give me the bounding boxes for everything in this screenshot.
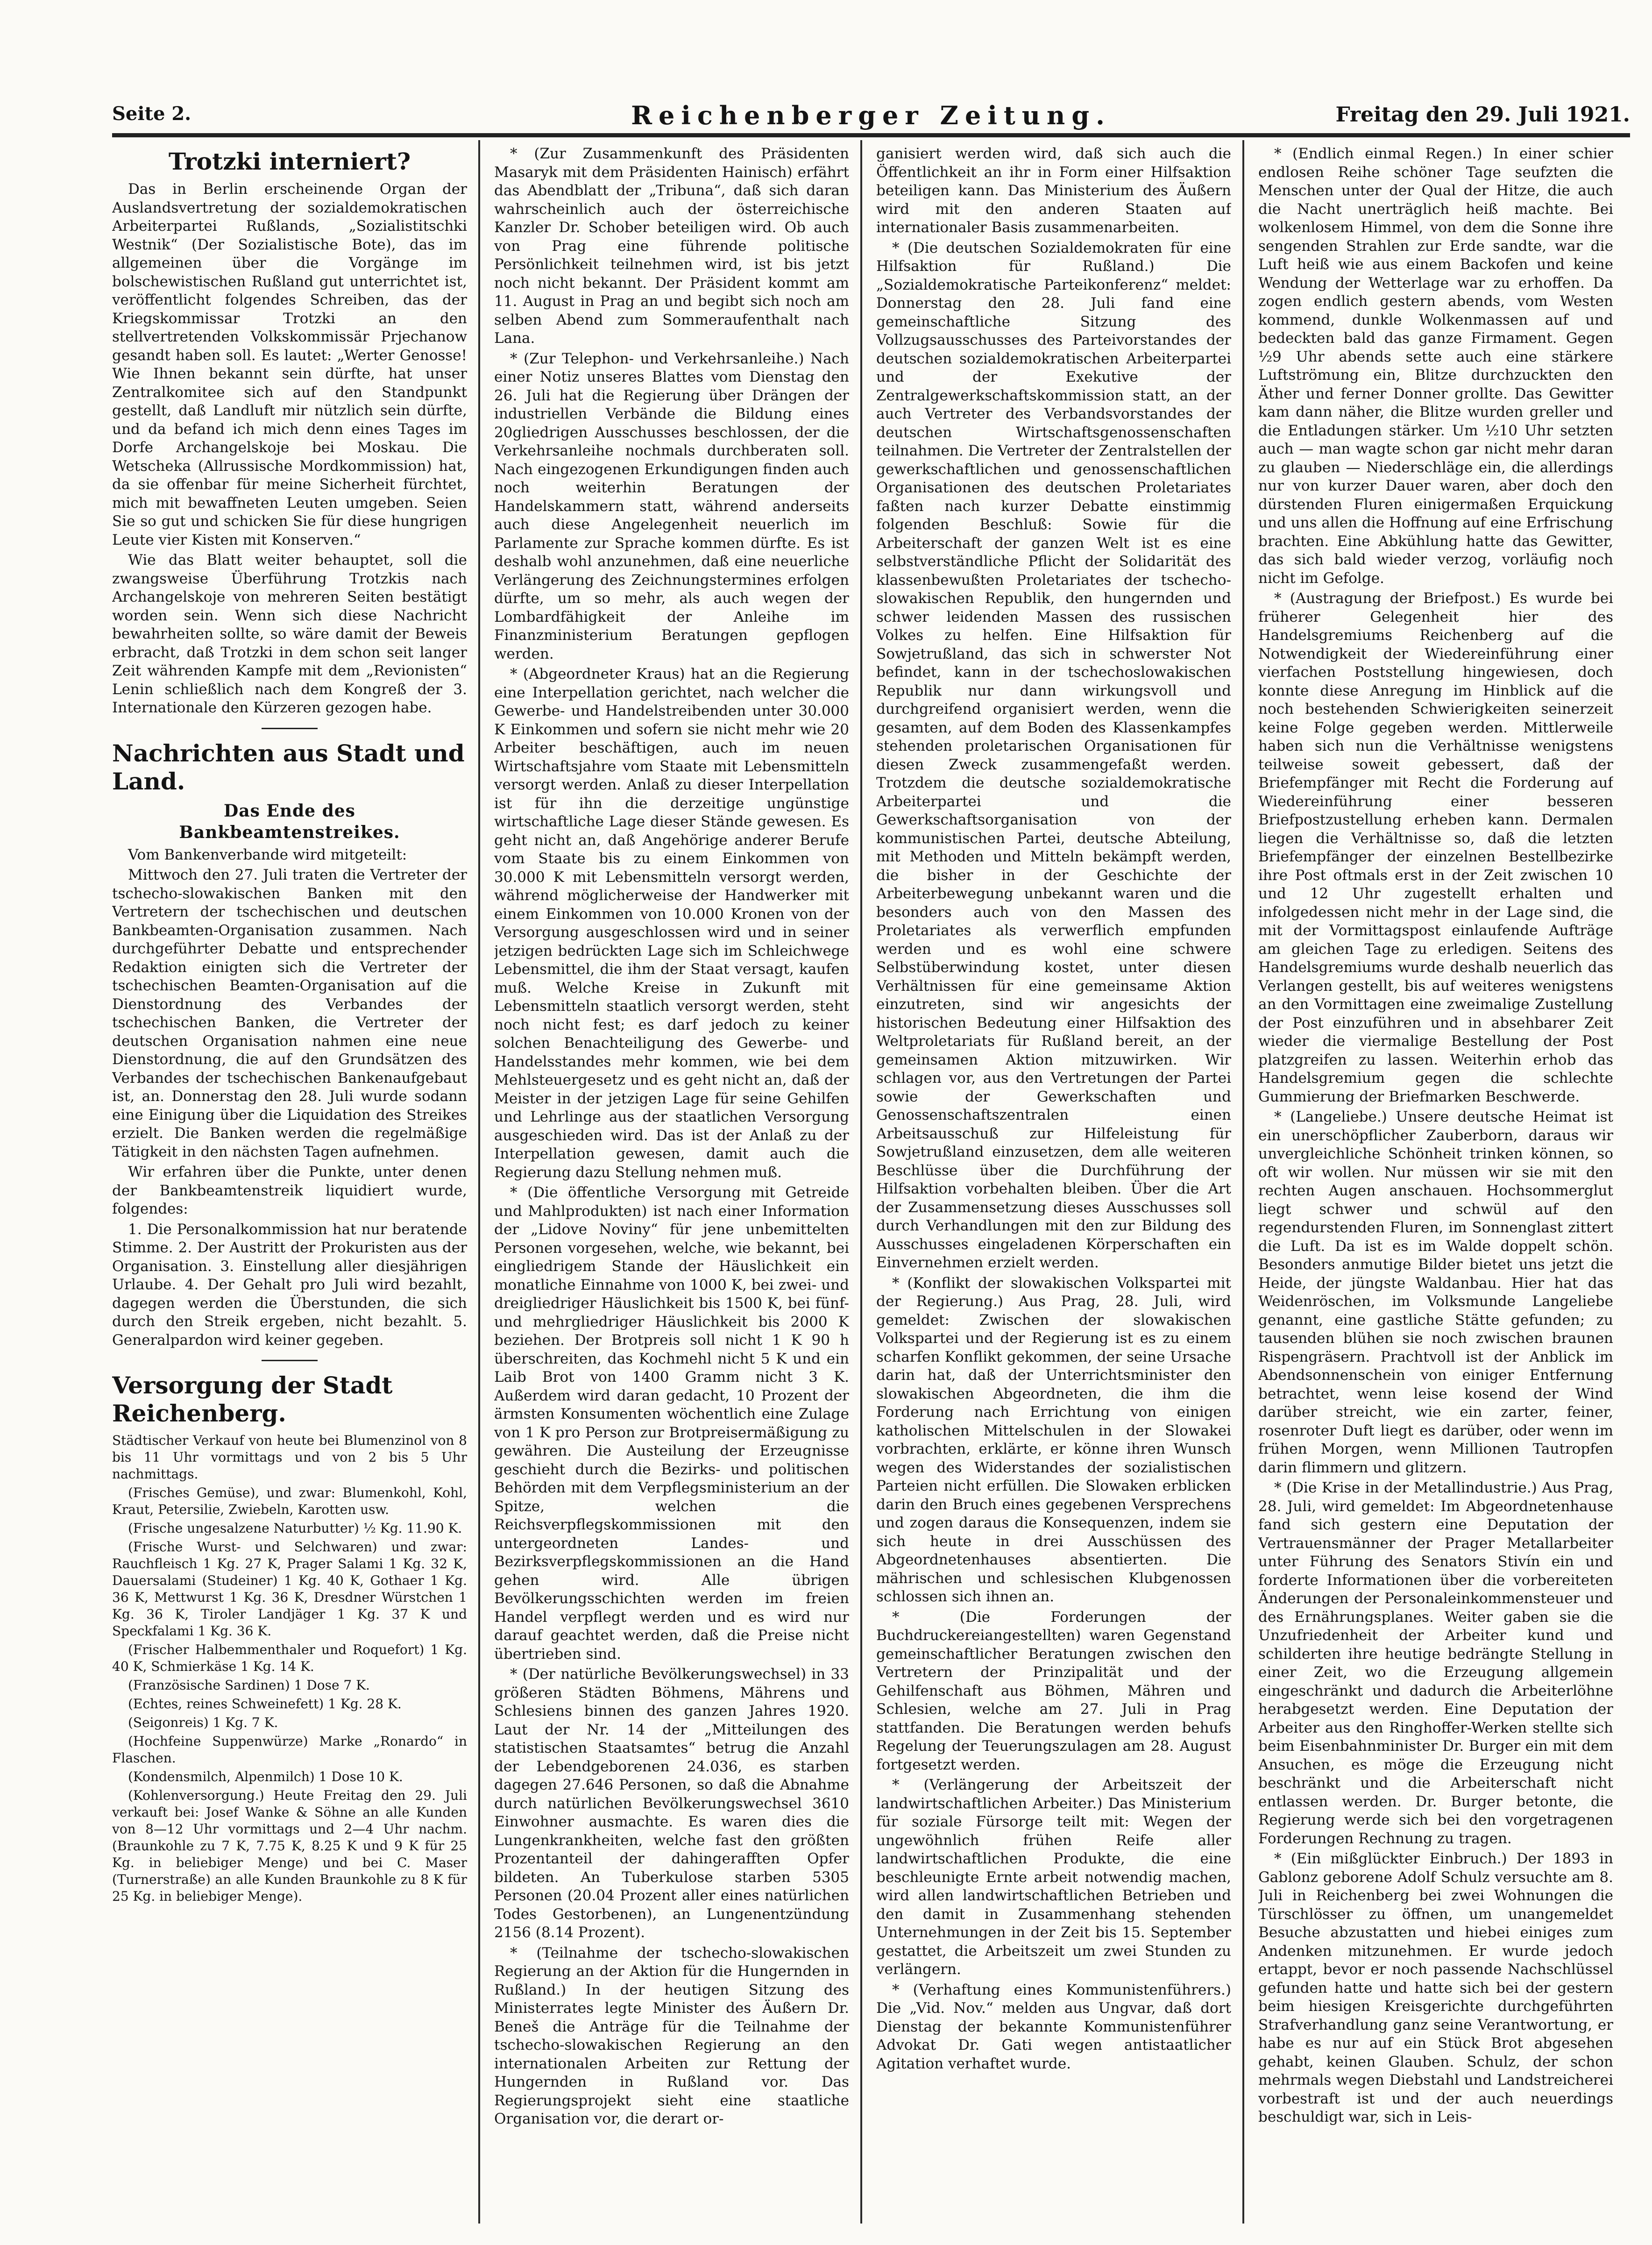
page-number: Seite 2. [112, 103, 191, 125]
column-2 [494, 145, 849, 2219]
supply-item: (Echtes, reines Schweinefett) 1 Kg. 28 K. [128, 1696, 402, 1712]
news-item: * (Abgeordneter Kraus) hat an die Regierung eine Interpellation gerichtet, nach welcher die Gewerbe- und Handelstreibenden unter 30.000 K Einkommen und sofern sie nicht mehr wie 20 Arbeiter beschäftigen, auch im neuen Wirtschaftsjahre vom Staate mit Lebensmitteln versorgt werden. Anlaß zu dieser Interpellation ist für ihn die derzeitige ungünstige wirtschaftliche Lage dieser Stände gewesen. Es geht nicht an, daß Angehörige anderer Berufe vom Staate bis zu einem Einkommen von 30.000 K mit Lebensmitteln versorgt werden, während möglicherweise der Handwerker mit einem Einkommen von 10.000 Kronen von der Versorgung ausgeschlossen wird und in seiner jetzigen bedrückten Lage sich im Schleichwege Lebensmittel, die ihm der Staat versagt, kaufen muß. Welche Kreise in Zukunft mit Lebensmitteln staatlich versorgt werden, steht noch nicht fest; es darf jedoch zu keiner solchen Benachteiligung des Gewerbe- und Handelsstandes mehr kommen, wie bei dem Mehlsteuergesetz und es geht nicht an, daß der Meister in der jetzigen Lage für seine Gehilfen und Lehrlinge aus der staatlichen Versorgung ausgeschieden wird. Das ist der Anlaß zu der Interpellation gewesen, damit auch die Regierung dazu Stellung nehmen muß. [494, 666, 849, 1181]
supply-item: (Seigonreis) 1 Kg. 7 K. [128, 1715, 278, 1730]
news-item: * (Austragung der Briefpost.) Es wurde bei früherer Gelegenheit hier des Handelsgremiums Reichenberg auf die Notwendigkeit der Wiedereinführung einer vierfachen Poststellung hingewiesen, doch konnte diese Anregung im Hinblick auf die noch bestehenden Schwierigkeiten seinerzeit keine Folge gegeben werden. Mittlerweile haben sich nun die Verhältnisse wenigstens teilweise soweit gebessert, daß der Briefempfänger mit Recht die Forderung auf Wiedereinführung einer besseren Briefpostzustellung erheben kann. Dermalen liegen die Verhältnisse so, daß die letzten Briefempfänger der einzelnen Bestellbezirke ihre Post oftmals erst in der Zeit zwischen 10 und 12 Uhr zugestellt erhalten und infolgedessen nicht mehr in der Lage sind, die mit der Vormittagspost einlaufende Aufträge am gleichen Tage zu erledigen. Seitens des Handelsgremiums wurde deshalb neuerlich das Verlangen gestellt, bis auf weiteres wenigstens an den Vormittagen eine zweimalige Zustellung der Post einzuführen und in absehbarer Zeit wieder die viermalige Bestellung der Post platzgreifen zu lassen. Weiterhin erhob das Handelsgremium gegen die schlechte Gummierung der Briefmarken Beschwerde. [1258, 590, 1613, 1105]
article-title-trotzki: Trotzki interniert? [168, 148, 411, 175]
news-item: * (Endlich einmal Regen.) In einer schier endlosen Reihe schöner Tage seufzten die Menschen unter der Qual der Hitze, die auch die Nacht unerträglich heiß machte. Bei wolkenlosem Himmel, von dem die Sonne ihre sengenden Strahlen zur Erde sandte, war die Luft heiß wie aus einem Backofen und keine Wendung der Wetterlage war zu erhoffen. Da zogen endlich gestern abends, vom Westen kommend, dunkle Wolkenmassen auf und bedeckten bald das ganze Firmament. Gegen ½9 Uhr abends sette auch eine stärkere Luftströmung ein, Blitze durchzuckten den Äther und ferner Donner grollte. Das Gewitter kam dann näher, die Blitze wurden greller und die Entladungen stärker. Um ½10 Uhr setzten auch — man wagte schon gar nicht mehr daran zu glauben — Niederschläge ein, die allerdings nur von kurzer Dauer waren, aber doch den dürstenden Fluren einigermaßen Erquickung und uns allen die Hoffnung auf eine Erfrischung brachten. Eine Abkühlung hatte das Gewitter, das sich bald wieder verzog, vorläufig noch nicht im Gefolge. [1258, 145, 1613, 587]
news-item: * (Verlängerung der Arbeitszeit der landwirtschaftlichen Arbeiter.) Das Ministerium für soziale Fürsorge teilt mit: Wegen der ungewöhnlich frühen Reife aller landwirtschaftlichen Produkte, die eine beschleunigte Ernte arbeit notwendig machen, wird allen landwirtschaftlichen Betrieben und den damit in Zusammenhang stehenden Unternehmungen in der Zeit bis 15. September gestattet, die Arbeitszeit um zwei Stunden zu verlängern. [876, 1776, 1231, 1978]
news-item: * (Zur Zusammenkunft des Präsidenten Masaryk mit dem Präsidenten Hainisch) erfährt das Abendblatt der „Tribuna“, daß sich daran wahrscheinlich auch der österreichische Kanzler Dr. Schober beteiligen wird. Ob auch von Prag eine führende politische Persönlichkeit teilnehmen wird, ist bis jetzt noch nicht bekannt. Der Präsident kommt am 11. August in Prag an und begibt sich noch am selben Abend zum Sommeraufenthalt nach Lana. [494, 145, 849, 347]
column-1 [112, 145, 467, 2219]
news-item: * (Langeliebe.) Unsere deutsche Heimat ist ein unerschöpflicher Zauberborn, daraus wir unvergleichliche Schönheit trinken können, so oft wir wollen. Nur müssen wir sie mit den rechten Augen anschauen. Hochsommerglut liegt schwer und schwül auf den regendurstenden Fluren, im Sonnenglast zittert die Luft. Da ist es im Walde doppelt schön. Besonders anmutige Bilder bietet uns jetzt die Heide, der jüngste Waldanbau. Hier hat das Weidenröschen, im Volksmunde Langeliebe genannt, eine gastliche Stätte gefunden; zu tausenden blühen sie noch zwischen braunen Rispengräsern. Prachtvoll ist der Anblick im Abendsonnenschein von einiger Entfernung betrachtet, wenn leise kosend der Wind darüber streicht, wie ein zarter, feiner, rosenroter Duft liegt es darüber, oder wenn im frühen Morgen, wenn Millionen Tautropfen darin flimmern und glitzern. [1258, 1108, 1613, 1476]
supply-item: (Hochfeine Suppenwürze) Marke „Ronardo“ in Flaschen. [112, 1733, 467, 1766]
supply-item: (Frischer Halbemmenthaler und Roquefort) 1 Kg. 40 K, Schmierkäse 1 Kg. 14 K. [112, 1642, 467, 1674]
supply-item: (Kondensmilch, Alpenmilch) 1 Dose 10 K. [128, 1769, 403, 1784]
column-divider [860, 140, 862, 2224]
news-item: * (Ein mißglückter Einbruch.) Der 1893 in Gablonz geborene Adolf Schulz versuchte am 8. Juli in Reichenberg bei zwei Wohnungen die Türschlösser zu öffnen, um unangemeldet Besuche abzustatten und hiebei einiges zum Andenken mitzunehmen. Er wurde jedoch ertappt, bevor er noch passende Nachschlüssel gefunden hatte und hatte sich bei der gestern beim hiesigen Kreisgerichte durchgeführten Strafverhandlung ganz seine Verantwortung, er habe es nur auf ein Stück Brot abgesehen gehabt, keinen Glauben. Schulz, der schon mehrmals wegen Diebstahl und Landstreicherei vorbestraft ist und der auch neuerdings beschuldigt war, sich in Leis- [1258, 1850, 1613, 2125]
issue-date: Freitag den 29. Juli 1921. [1335, 103, 1630, 127]
article-paragraph: Das in Berlin erscheinende Organ der Auslandsvertretung der sozialdemokratischen Arbeiterpartei Rußlands, „Sozialistitschki Westnik“ (Der Sozialistische Bote), das im allgemeinen über die Vorgänge im bolschewistischen Rußland gut unterrichtet ist, veröffentlicht folgendes Schreiben, das der Kriegskommissar Trotzki an den stellvertretenden Volkskommissär Prjechanow gesandt haben soll. Es lautet: „Werter Genosse! Wie Ihnen bekannt sein dürfte, hat unser Zentralkomitee sich auf den Standpunkt gestellt, daß Landluft mir nützlich sein dürfte, und da befand ich mich denn eines Tages im Dorfe Archangelskoje bei Moskau. Die Wetscheka (Allrussische Mordkommission) hat, da sie offenbar für meine Sicherheit fürchtet, mich mit bewaffneten Leuten umgeben. Seien Sie so gut und schicken Sie für diese hungrigen Leute vier Kisten mit Konserven.“ [112, 181, 467, 548]
column-divider [1242, 140, 1244, 2224]
news-item: * (Der natürliche Bevölkerungswechsel) in 33 größeren Städten Böhmens, Mährens und Schlesiens binnen des ganzen Jahres 1920. Laut der Nr. 14 der „Mitteilungen des statistischen Staatsamtes“ betrug die Anzahl der Lebendgeborenen 24.036, es starben dagegen 27.646 Personen, so daß die Abnahme durch natürlichen Bevölkerungswechsel 3610 Einwohner ausmachte. Es waren dies die Lungenkrankheiten, welche fast den größten Prozentanteil der dahingerafften Opfer bildeten. An Tuberkulose starben 5305 Personen (20.04 Prozent aller eines natürlichen Todes Gestorbenen), an Lungenentzündung 2156 (8.14 Prozent). [494, 1666, 849, 1941]
news-item: * (Konflikt der slowakischen Volkspartei mit der Regierung.) Aus Prag, 28. Juli, wird gemeldet: Zwischen der slowakischen Volkspartei und der Regierung ist es zu einem scharfen Konflikt gekommen, der seine Ursache darin hat, daß der Unterrichtsminister den slowakischen Abgeordneten, die ihm die Forderung nach Errichtung von einigen katholischen Mittelschulen in der Slowakei vorbrachten, erklärte, er könne ihren Wunsch wegen des Widerstandes der sozialistischen Parteien nicht erfüllen. Die Slowaken erblicken darin den Bruch eines gegebenen Versprechens und zogen daraus die Konsequenzen, indem sie sich heute in drei Ausschüssen des Abgeordnetenhauses absentierten. Die mährischen und schlesischen Klubgenossen schlossen sich ihnen an. [876, 1274, 1231, 1605]
news-item: * (Verhaftung eines Kommunistenführers.) Die „Vid. Nov.“ melden aus Ungvar, daß dort Dienstag der bekannte Kommunistenführer Advokat Dr. Gati wegen antistaatlicher Agitation verhaftet wurde. [876, 1981, 1231, 2072]
news-item: * (Teilnahme der tschecho-slowakischen Regierung an der Aktion für die Hungernden in Rußland.) In der heutigen Sitzung des Ministerrates legte Minister des Äußern Dr. Beneš die Anträge für die Teilnahme der tschecho-slowakischen Regierung an den internationalen Arbeiten zur Rettung der Hungernden in Rußland vor. Das Regierungsprojekt sieht eine staatliche Organisation vor, die derart or- [494, 1944, 849, 2127]
news-item: * (Die Krise in der Metallindustrie.) Aus Prag, 28. Juli, wird gemeldet: Im Abgeordnetenhause fand sich gestern eine Deputation der Vertrauensmänner der Prager Metallarbeiter unter Führung des Senators Stivín ein und forderte Informationen über die vorbereiteten Änderungen der Personaleinkommensteuer und des Ernährungsplanes. Weiter gaben sie die Unzufriedenheit der Arbeiter kund und schilderten ihre heutige bedrängte Stellung in einer Zeit, wo die Erzeugung allgemein eingeschränkt und dadurch die Arbeiterlöhne herabgesetzt werden. Eine Deputation der Arbeiter aus den Ringhoffer-Werken stellte sich beim Eisenbahnminister Dr. Burger ein mit dem Ansuchen, es möge die Erzeugung nicht beschränkt und die Arbeiterschaft nicht entlassen werden. Dr. Burger betonte, die Regierung werde sich bei den vorgetragenen Forderungen Rechnung zu tragen. [1258, 1479, 1613, 1847]
supply-item: (Kohlenversorgung.) Heute Freitag den 29. Juli verkauft bei: Josef Wanke & Söhne an alle Kunden von 8—12 Uhr vormittags und 2—4 Uhr nachm. (Braunkohle zu 7 K, 7.75 K, 8.25 K und 9 K für 25 Kg. in beliebiger Menge) und bei C. Maser (Turnerstraße) an alle Kunden Braunkohle zu 8 K für 25 Kg. in beliebiger Menge). [112, 1788, 467, 1904]
article-paragraph: Mittwoch den 27. Juli traten die Vertreter der tschecho-slowakischen Banken mit den Vertretern der tschechischen und deutschen Bankbeamten-Organisation zusammen. Nach durchgeführter Debatte und entsprechender Redaktion einigten sich die Vertreter der tschechischen Beamten-Organisation auf die Dienstordnung des Verbandes der tschechischen Banken, die Vertreter der deutschen Organisation nahmen eine neue Dienstordnung, die auf den Grundsätzen des Verbandes der tschechischen Bankenaufgebaut ist, an. Donnerstag den 28. Juli wurde sodann eine Einigung über die Liquidation des Streikes erzielt. Die Banken werden die regelmäßige Tätigkeit in den nächsten Tagen aufnehmen. [112, 867, 467, 1160]
article-paragraph: Wir erfahren über die Punkte, unter denen der Bankbeamtenstreik liquidiert wurde, folgendes: [112, 1164, 467, 1217]
supply-intro: Städtischer Verkauf von heute bei Blumenzinol von 8 bis 11 Uhr vormittags und von 2 bis 5 Uhr nachmittags. [112, 1433, 467, 1482]
supply-item: (Französische Sardinen) 1 Dose 7 K. [128, 1677, 370, 1693]
separator-line [262, 1360, 318, 1361]
page-header [112, 100, 1630, 133]
news-item: ganisiert werden wird, daß sich auch die Öffentlichkeit an ihr in Form einer Hilfsaktion beteiligen kann. Das Ministerium des Äußern wird mit den anderen Staaten auf internationaler Basis zusammenarbeiten. [876, 145, 1231, 236]
masthead: Reichenberger Zeitung. [631, 100, 1111, 130]
section-title-supply: Versorgung der Stadt Reichenberg. [112, 1371, 393, 1427]
article-paragraph: Wie das Blatt weiter behauptet, soll die zwangsweise Überführung Trotzkis nach Archangelskoje von mehreren Seiten bestätigt worden sein. Wenn sich diese Nachricht bewahrheiten sollte, so wäre damit der Beweis erbracht, daß Trotzki in dem schon seit langer Zeit währenden Kampfe mit dem „Revionisten“ Lenin schließlich nach dem Kongreß der 3. Internationale den Kürzeren gezogen habe. [112, 552, 467, 716]
supply-item: (Frische Wurst- und Selchwaren) und zwar: Rauchfleisch 1 Kg. 27 K, Prager Salami 1 Kg. 32 K, Dauersalami (Studeiner) 1 Kg. 40 K, Gothaer 1 Kg. 36 K, Mettwurst 1 Kg. 36 K, Dresdner Würstchen 1 Kg. 36 K, Tiroler Landjäger 1 Kg. 37 K und Speckfalami 1 Kg. 36 K. [112, 1539, 467, 1639]
news-item: * (Die deutschen Sozialdemokraten für eine Hilfsaktion für Rußland.) Die „Sozialdemokratische Parteikonferenz“ meldet: Donnerstag den 28. Juli fand eine gemeinschaftliche Sitzung des Vollzugsausschusses des Parteivorstandes der deutschen sozialdemokratischen Arbeiterpartei und der Exekutive der Zentralgewerkschaftskommission statt, an der auch Vertreter des Verbandsvorstandes der deutschen Wirtschaftsgenossenschaften teilnahmen. Die Vertreter der Zentralstellen der gewerkschaftlichen und genossenschaftlichen Organisationen des deutschen Proletariates faßten nach kurzer Debatte einstimmig folgenden Beschluß: Sowie für die Arbeiterschaft der ganzen Welt ist es eine selbstverständliche Pflicht der Solidarität des klassenbewußten Proletariates der tschecho-slowakischen Republik, den hungernden und schwer leidenden Massen des russischen Volkes zu helfen. Eine Hilfsaktion für Sowjetrußland, das sich in schwerster Not befindet, kann in der tschechoslowakischen Republik nur dann wirkungsvoll und durchgreifend organisiert werden, wenn die gesamten, auf dem Boden des Klassenkampfes stehenden proletarischen Organisationen für diesen Zweck zusammengefaßt werden. Trotzdem die deutsche sozialdemokratische Arbeiterpartei und die Gewerkschaftsorganisation von der kommunistischen Partei, deutsche Abteilung, mit Methoden und Mitteln bekämpft werden, die bisher in der Geschichte der Arbeiterbewegung unbekannt waren und die besonders auch von den Massen des Proletariates als verwerflich empfunden werden und es wohl eine schwere Selbstüberwindung kostet, unter diesen Verhältnissen für eine gemeinsame Aktion einzutreten, sind wir angesichts der historischen Bedeutung einer Hilfsaktion des Weltproletariats für Rußland bereit, an der gemeinsamen Aktion mitzuwirken. Wir schlagen vor, aus den Vertretungen der Partei sowie der Gewerkschaften und Genossenschaftszentralen einen Arbeitsausschuß zur Hilfeleistung für Sowjetrußland einzusetzen, dem alle weiteren Beschlüsse über die Durchführung der Hilfsaktion vorbehalten bleiben. Über die Art der Zusammensetzung dieses Ausschusses soll durch Verhandlungen mit den zur Bildung des Ausschusses eingeladenen Körperschaften ein Einvernehmen erzielt werden. [876, 239, 1231, 1271]
article-paragraph: 1. Die Personalkommission hat nur beratende Stimme. 2. Der Austritt der Prokuristen aus der Organisation. 3. Einstellung aller diesjährigen Urlaube. 4. Der Gehalt pro Juli wird bezahlt, dagegen werden die Überstunden, die sich durch den Streik ergeben, nicht bezahlt. 5. Generalpardon wird keiner gegeben. [112, 1221, 467, 1349]
column-4 [1258, 145, 1613, 2219]
header-rule [112, 133, 1630, 137]
supply-item: (Frische ungesalzene Naturbutter) ½ Kg. 11.90 K. [128, 1520, 462, 1536]
separator-line [262, 728, 318, 729]
column-3 [876, 145, 1231, 2219]
section-title-local-news: Nachrichten aus Stadt und Land. [112, 739, 465, 795]
article-paragraph: Vom Bankenverbande wird mitgeteilt: [128, 846, 407, 863]
column-divider [478, 140, 480, 2224]
news-item: * (Die öffentliche Versorgung mit Getreide und Mahlprodukten) ist nach einer Information der „Lidove Noviny“ für jene unbemittelten Personen vorgesehen, welche, wie bekannt, bei eingliedrigem Stande der Häuslichkeit ein monatliche Einnahme von 1000 K, bei zwei- und dreigliedriger Häuslichkeit bis 1500 K, bei fünf- und mehrgliedriger Häuslichkeit bis 2000 K beziehen. Der Brotpreis soll nicht 1 K 90 h überschreiten, das Kochmehl nicht 5 K und ein Laib Brot von 1400 Gramm nicht 3 K. Außerdem wird daran gedacht, 10 Prozent der ärmsten Konsumenten wöchentlich eine Zulage von 1 K pro Person zur Brotpreisermäßigung zu gewähren. Die Austeilung der Erzeugnisse geschieht durch die Bezirks- und politischen Behörden mit dem Verpflegsministerium an der Spitze, welchen die Reichsverpflegskommissionen mit den untergeordneten Landes- und Bezirksverpflegskommissionen an die Hand gehen wird. Alle übrigen Bevölkerungsschichten werden im freien Handel verpflegt werden und es wird nur darauf geachtet werden, daß die Preise nicht übertrieben sind. [494, 1184, 849, 1662]
news-item: * (Zur Telephon- und Verkehrsanleihe.) Nach einer Notiz unseres Blattes vom Dienstag den 26. Juli hat die Regierung über Drängen der industriellen Verbände die Bildung eines 20gliedrigen Ausschusses beschlossen, der die Verkehrsanleihe nochmals durchberaten soll. Nach eingezogenen Erkundigungen finden auch noch weiterhin Beratungen der Handelskammern statt, während anderseits auch diese Angelegenheit neuerlich im Parlamente zur Sprache kommen dürfte. Es ist deshalb wohl anzunehmen, daß eine neuerliche Verlängerung des Zeichnungstermines erfolgen dürfte, um so mehr, als auch wegen der Lombardfähigkeit der Anleihe im Finanzministerium Beratungen gepflogen werden. [494, 350, 849, 662]
news-item: * (Die Forderungen der Buchdruckereiangestellten) waren Gegenstand gemeinschaftlicher Beratungen zwischen den Vertretern der Prinzipalität und der Gehilfenschaft aus Böhmen, Mähren und Schlesien, welche am 27. Juli in Prag stattfanden. Die Beratungen werden behufs Regelung der Teuerungszulagen am 28. August fortgesetzt werden. [876, 1608, 1231, 1773]
supply-item: (Frisches Gemüse), und zwar: Blumenkohl, Kohl, Kraut, Petersilie, Zwiebeln, Karotten usw. [112, 1485, 467, 1517]
article-title-bank-strike: Das Ende des Bankbeamtenstreikes. [179, 801, 400, 842]
